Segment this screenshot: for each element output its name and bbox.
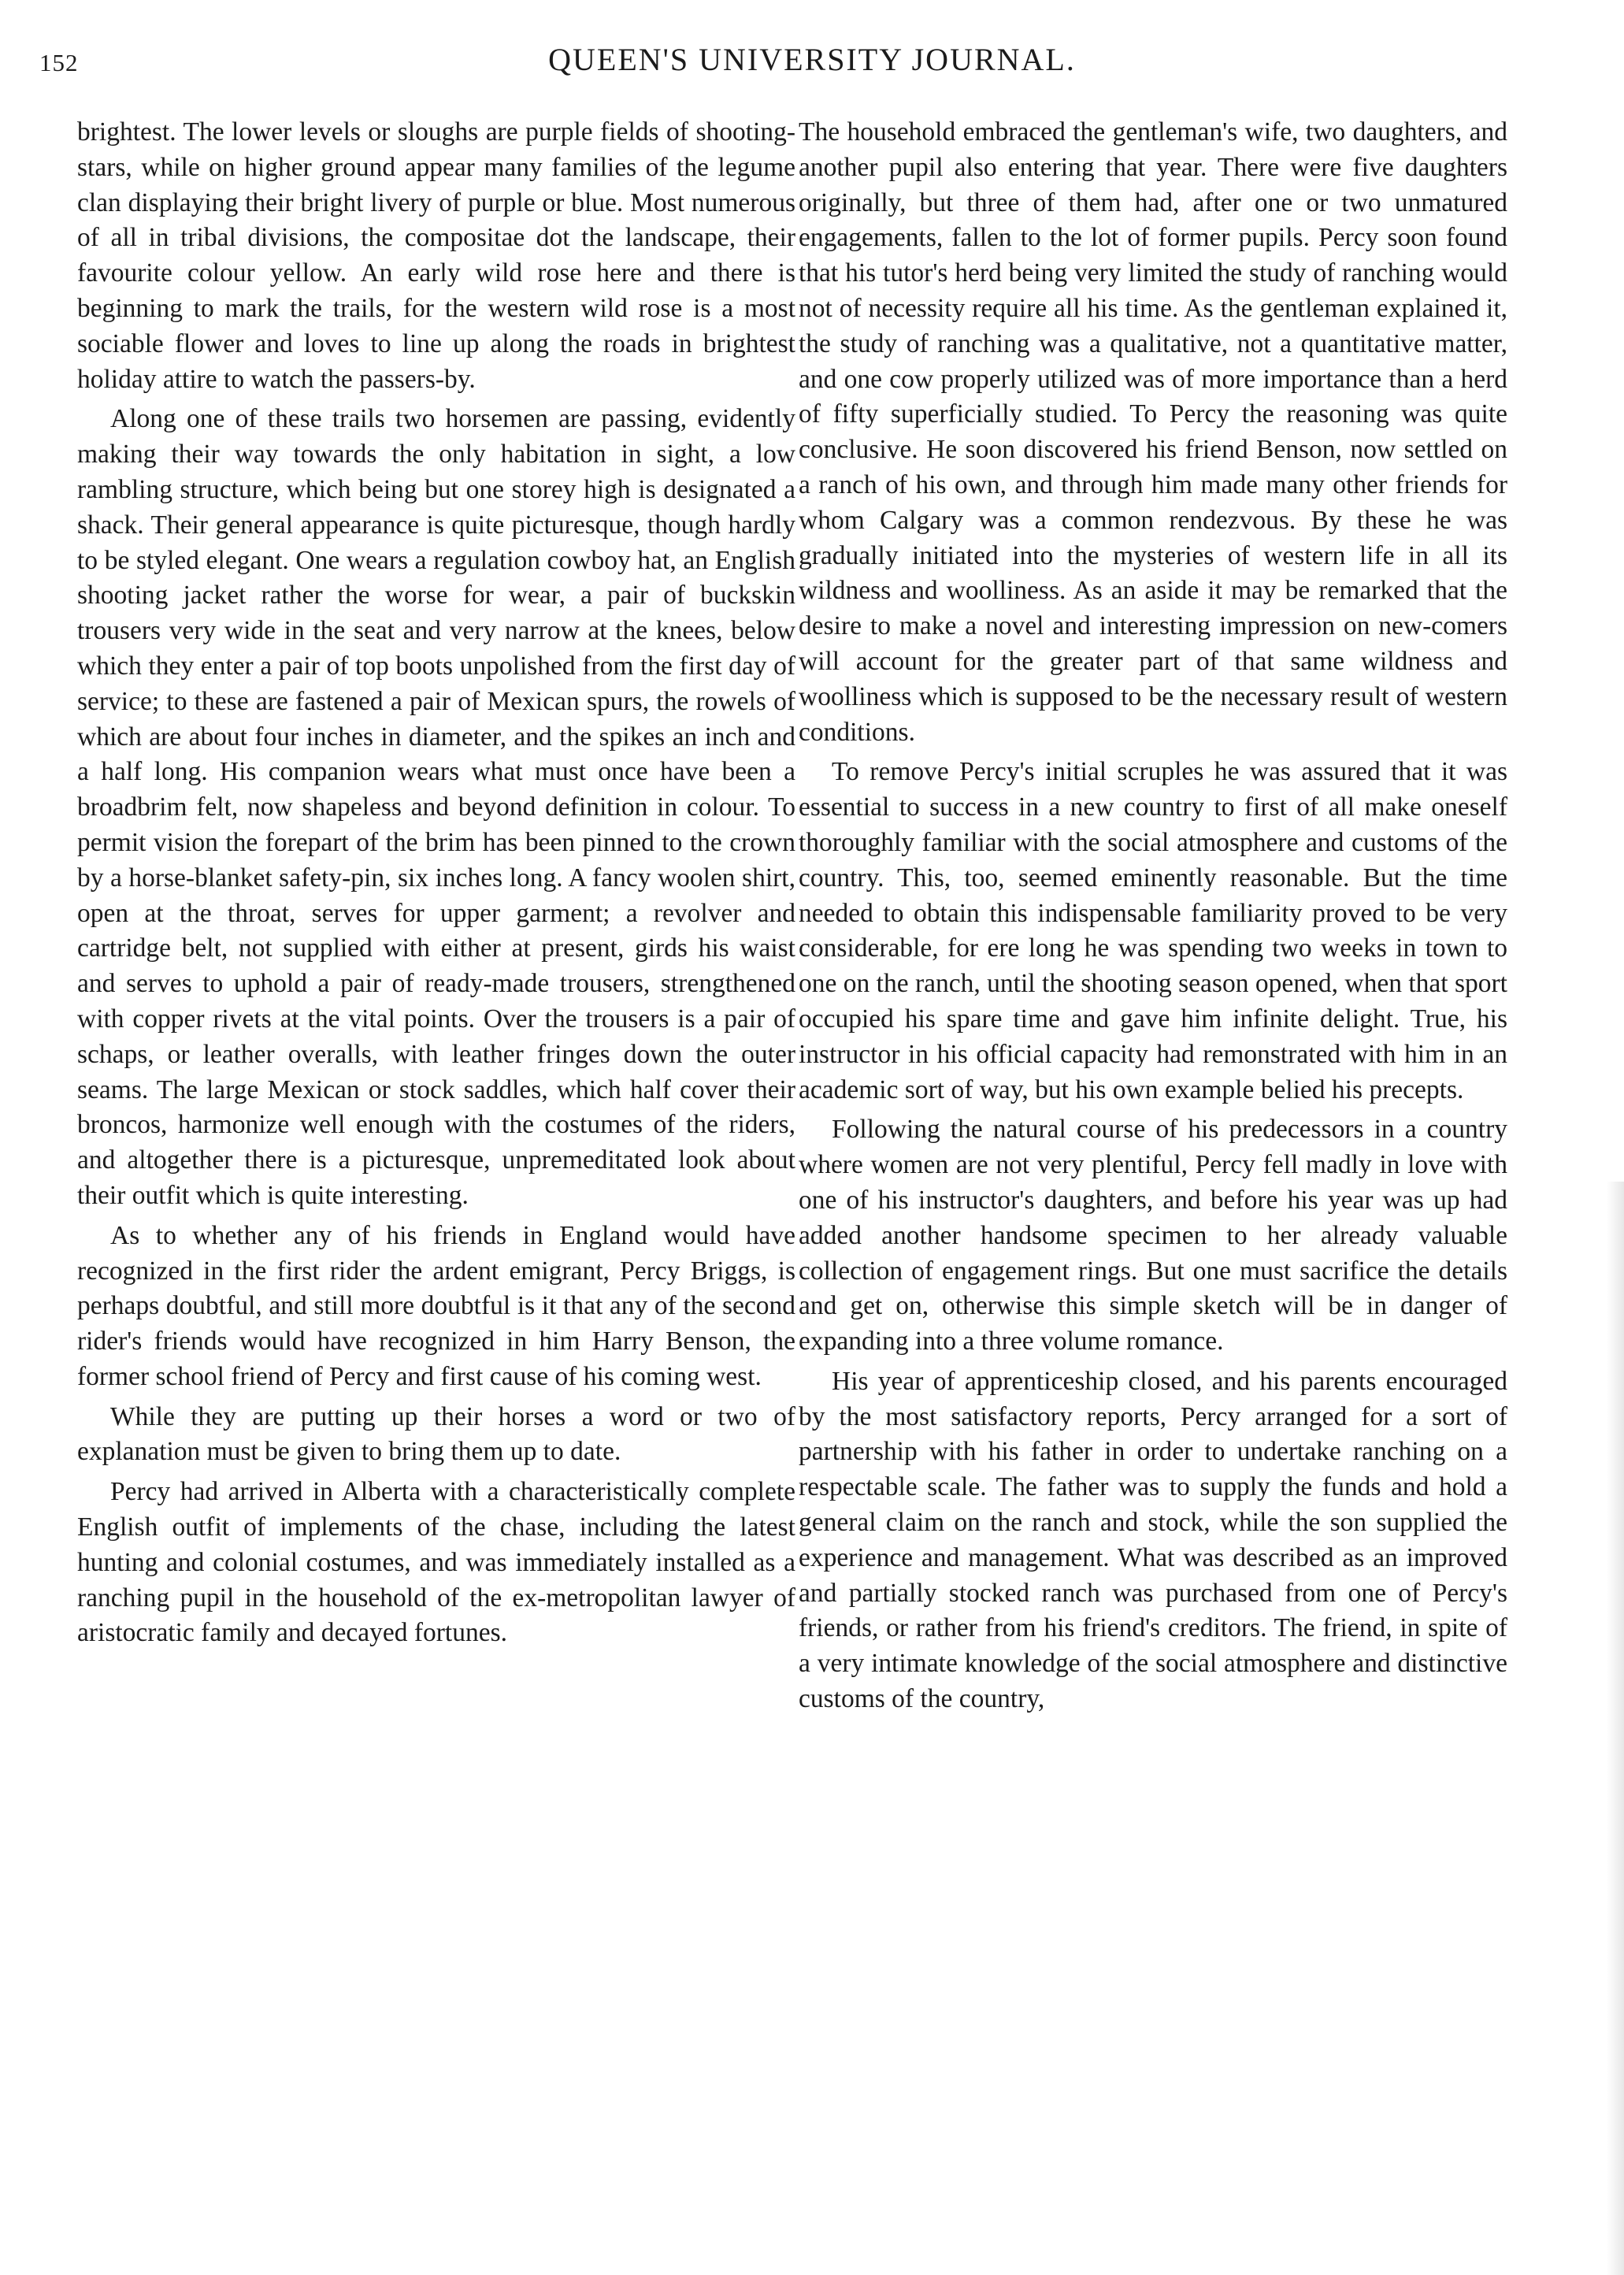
right-column bbox=[799, 115, 1507, 1717]
paragraph: While they are putting up their horses a word or two of explanation must be given to bring them up to date. bbox=[77, 1401, 795, 1467]
left-column bbox=[77, 115, 795, 1651]
scan-edge-shadow bbox=[1607, 1182, 1624, 2275]
paragraph: Following the natural course of his predecessors in a country where women are not very plentiful, Percy fell madly in love with one of his instructor's daughters, and before his year was up had added another handsome specimen to her already valuable collection of engagement rings. But one must sacrifice the details and get on, otherwise this simple sketch will be in danger of expanding into a three volume romance. bbox=[799, 1115, 1507, 1356]
paragraph: Percy had arrived in Alberta with a characteristically complete English outfit of implements of the chase, including the latest hunting and colonial costumes, and was immediately installed as a ranching pupil in the household of the ex-metropolitan lawyer of aristocratic family and decayed fortunes. bbox=[77, 1477, 795, 1648]
paragraph: Along one of these trails two horsemen are passing, evidently making their way towards the only habitation in sight, a low rambling structure, which being but one storey high is designated a shack. Their general appearance is quite picturesque, though hardly to be styled elegant. One wears a regulation cowboy hat, an English shooting jacket rather the worse for wear, a pair of buckskin trousers very wide in the seat and very narrow at the knees, below which they enter a pair of top boots unpolished from the first day of service; to these are fastened a pair of Mexican spurs, the rowels of which are about four inches in diameter, and the spikes an inch and a half long. His companion wears what must once have been a broadbrim felt, now shapeless and beyond definition in colour. To permit vision the forepart of the brim has been pinned to the crown by a horse-blanket safety-pin, six inches long. A fancy woolen shirt, open at the throat, serves for upper garment; a revolver and cartridge belt, not supplied with either at present, girds his waist and serves to uphold a pair of ready-made trousers, strengthened with copper rivets at the vital points. Over the trousers is a pair of schaps, or leather overalls, with leather fringes down the outer seams. The large Mexican or stock saddles, which half cover their broncos, harmonize well enough with the costumes of the riders, and altogether there is a picturesque, unpremeditated look about their outfit which is quite interesting. bbox=[77, 404, 795, 1210]
paragraph: As to whether any of his friends in England would have recognized in the first rider the ardent emigrant, Percy Briggs, is perhaps doubtful, and still more doubtful is it that any of the second rider's friends would have recognized in him Harry Benson, the former school friend of Percy and first cause of his coming west. bbox=[77, 1220, 795, 1391]
running-head: QUEEN'S UNIVERSITY JOURNAL. bbox=[548, 42, 1076, 77]
paragraph: The household embraced the gentleman's wife, two daughters, and another pupil also entering that year. There were five daughters originally, but three of them had, after one or two unmatured engagements, fallen to the lot of former pupils. Percy soon found that his tutor's herd being very limited the study of ranching would not of necessity require all his time. As the gentleman explained it, the study of ranching was a qualitative, not a quantitative matter, and one cow properly utilized was of more importance than a herd of fifty superficially studied. To Percy the reasoning was quite conclusive. He soon discovered his friend Benson, now settled on a ranch of his own, and through him made many other friends for whom Calgary was a common rendezvous. By these he was gradually initiated into the mysteries of western life in all its wildness and woolliness. As an aside it may be remarked that the desire to make a novel and interesting impression on new-comers will account for the greater part of that same wildness and woolliness which is supposed to be the necessary result of western conditions. bbox=[799, 117, 1507, 747]
paragraph: To remove Percy's initial scruples he was assured that it was essential to success in a new country to first of all make oneself thoroughly familiar with the social atmosphere and customs of the country. This, too, seemed eminently reasonable. But the time needed to obtain this indispensable familiarity proved to be very considerable, for ere long he was spending two weeks in town to one on the ranch, until the shooting season opened, when that sport occupied his spare time and gave him infinite delight. True, his instructor in his official capacity had remonstrated with him in an academic sort of way, but his own example belied his precepts. bbox=[799, 757, 1507, 1104]
page-number: 152 bbox=[39, 49, 79, 76]
paragraph: brightest. The lower levels or sloughs are purple fields of shooting-stars, while on higher ground appear many families of the legume clan displaying their bright livery of purple or blue. Most numerous of all in tribal divisions, the compositae dot the landscape, their favourite colour yellow. An early wild rose here and there is beginning to mark the trails, for the western wild rose is a most sociable flower and loves to line up along the roads in brightest holiday attire to watch the passers-by. bbox=[77, 117, 795, 394]
paragraph: His year of apprenticeship closed, and his parents encouraged by the most satisfactory reports, Percy arranged for a sort of partnership with his father in order to undertake ranching on a respectable scale. The father was to supply the funds and hold a general claim on the ranch and stock, while the son supplied the experience and management. What was described as an improved and partially stocked ranch was purchased from one of Percy's friends, or rather from his friend's creditors. The friend, in spite of a very intimate knowledge of the social atmosphere and distinctive customs of the country, bbox=[799, 1366, 1507, 1714]
